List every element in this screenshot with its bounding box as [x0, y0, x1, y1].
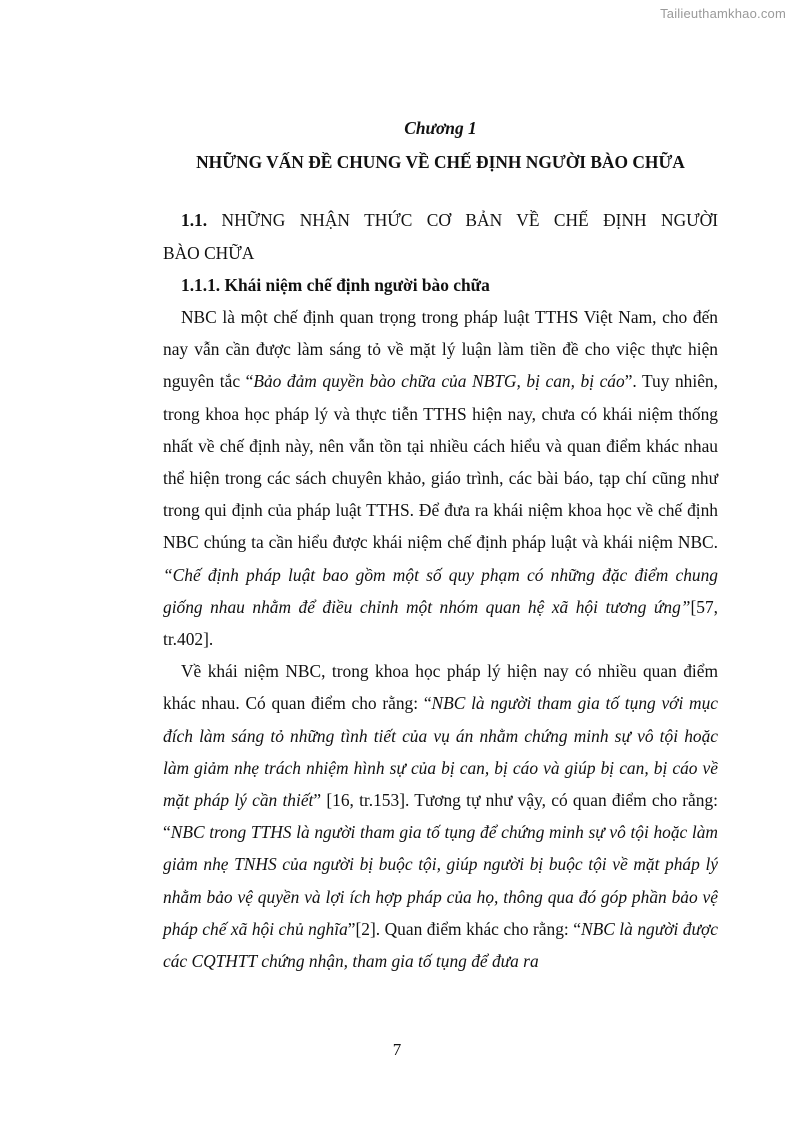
section-heading-line2: BÀO CHỮA: [163, 242, 255, 263]
quote: NBC là người được các CQTHTT chứng nhận, tham gia tố tụng để đưa ra: [163, 918, 718, 972]
page-number: 7: [392, 1040, 402, 1059]
section-number: 1.1.: [181, 210, 208, 231]
quote: Bảo đảm quyền bào chữa của NBTG, bị can, bị cáo: [253, 371, 625, 392]
section-heading-line1: [163, 204, 718, 236]
quote: NBC là người tham gia tố tụng với mục đích làm sáng tỏ những tình tiết của vụ án nhằm chứng minh sự vô tội hoặc làm giảm nhẹ trách nhiệm hình sự của bị can, bị cáo và giúp bị can, bị cáo về mặt pháp lý cần thiết: [163, 693, 718, 811]
document-page: [163, 112, 718, 977]
section-title-line1: NHỮNG NHẬN THỨC CƠ BẢN VỀ CHẾ ĐỊNH NGƯỜI: [207, 210, 718, 231]
quote: NBC trong TTHS là người tham gia tố tụng để chứng minh sự vô tội hoặc làm giảm nhẹ TNHS của người bị buộc tội, giúp người bị buộc tội về mặt pháp lý nhằm bảo vệ quyền và lợi ích hợp pháp của họ, thông qua đó góp phần bảo vệ pháp chế xã hội chủ nghĩa: [163, 822, 718, 939]
chapter-title: NHỮNG VẤN ĐỀ CHUNG VỀ CHẾ ĐỊNH NGƯỜI BÀO CHỮA: [196, 152, 685, 173]
subsection-heading: 1.1.1. Khái niệm chế định người bào chữa: [181, 274, 490, 295]
quote: “Chế định pháp luật bao gồm một số quy phạm có những đặc điểm chung giống nhau nhằm để điều chỉnh một nhóm quan hệ xã hội tương ứng”: [163, 564, 718, 617]
paragraph-1: NBC là một chế định quan trọng trong pháp luật TTHS Việt Nam, cho đến nay vẫn cần được làm sáng tỏ về mặt lý luận làm tiền đề cho việc thực hiện nguyên tắc “Bảo đảm quyền bào chữa của NBTG, bị can, bị cáo”. Tuy nhiên, trong khoa học pháp lý và thực tiễn TTHS hiện nay, chưa có khái niệm thống nhất về chế định này, nên vẫn tồn tại nhiều cách hiểu và quan điểm khác nhau thể hiện trong các sách chuyên khảo, giáo trình, các bài báo, tạp chí cũng như trong qui định của pháp luật TTHS. Để đưa ra khái niệm khoa học về chế định NBC chúng ta cần hiểu được khái niệm chế định pháp luật và khái niệm NBC. “Chế định pháp luật bao gồm một số quy phạm có những đặc điểm chung giống nhau nhằm để điều chỉnh một nhóm quan hệ xã hội tương ứng”[57, tr.402].: [163, 307, 718, 650]
chapter-label: Chương 1: [404, 118, 477, 138]
paragraph-2: Về khái niệm NBC, trong khoa học pháp lý hiện nay có nhiều quan điểm khác nhau. Có quan điểm cho rằng: “NBC là người tham gia tố tụng với mục đích làm sáng tỏ những tình tiết của vụ án nhằm chứng minh sự vô tội hoặc làm giảm nhẹ trách nhiệm hình sự của bị can, bị cáo và giúp bị can, bị cáo về mặt pháp lý cần thiết” [16, tr.153]. Tương tự như vậy, có quan điểm cho rằng: “NBC trong TTHS là người tham gia tố tụng để chứng minh sự vô tội hoặc làm giảm nhẹ TNHS của người bị buộc tội, giúp người bị buộc tội về mặt pháp lý nhằm bảo vệ quyền và lợi ích hợp pháp của họ, thông qua đó góp phần bảo vệ pháp chế xã hội chủ nghĩa”[2]. Quan điểm khác cho rằng: “NBC là người được các CQTHTT chứng nhận, tham gia tố tụng để đưa ra: [163, 661, 718, 972]
watermark: Tailieuthamkhao.com: [660, 6, 786, 21]
